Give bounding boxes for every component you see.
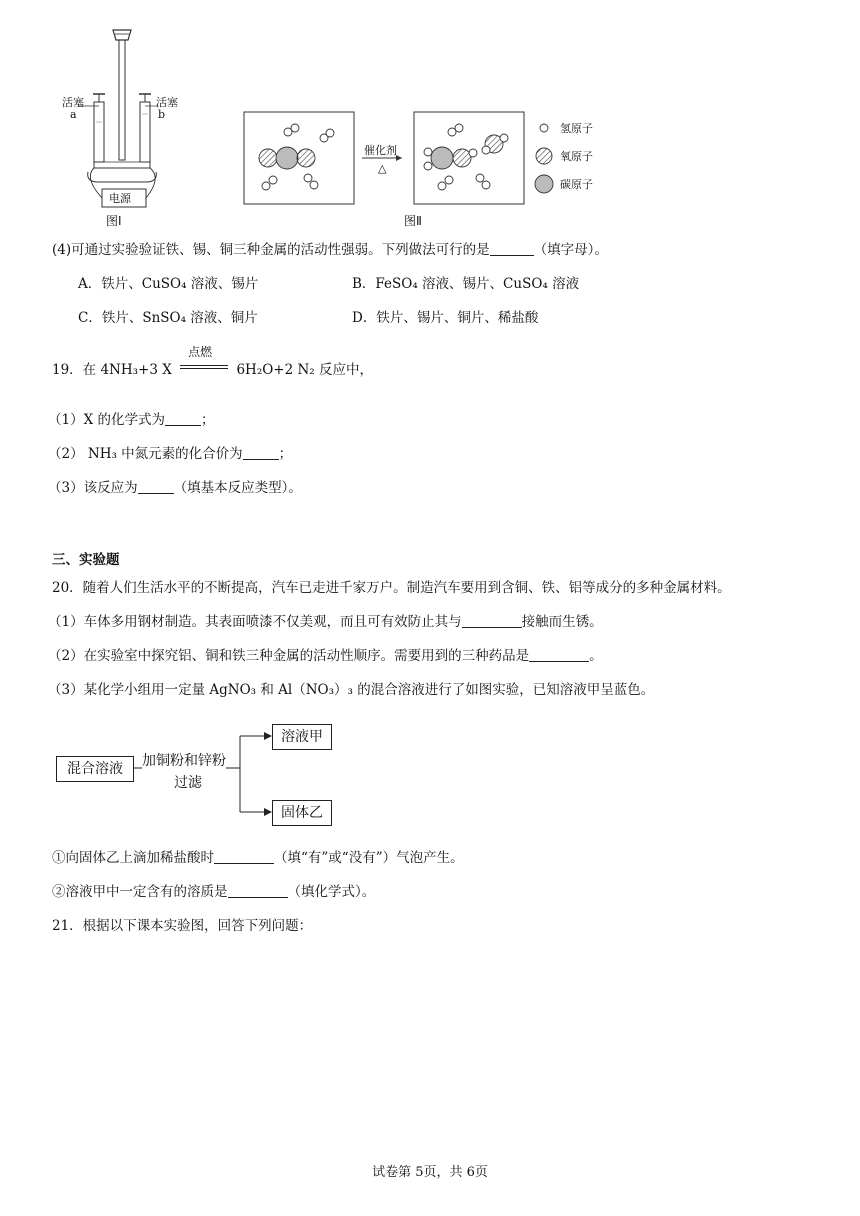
section-title: 三、实验题 [52, 552, 120, 568]
q20-circle1: ①向固体乙上滴加稀盐酸时 （填“有”或“没有”）气泡产生。 [52, 850, 464, 866]
catalyst-label: 催化剂 [364, 144, 397, 157]
valve-left-label: 活塞 [62, 96, 84, 109]
filter-label: 过滤 [174, 775, 202, 791]
legend-oxygen: 氧原子 [560, 150, 593, 163]
answer-blank[interactable] [490, 241, 534, 256]
q20-sub3: （3）某化学小组用一定量 AgNO₃ 和 Al（NO₃）₃ 的混合溶液进行了如图实验，已知溶液甲呈蓝色。 [48, 682, 655, 698]
option-d: D．铁片、锡片、铜片、稀盐酸 [352, 310, 539, 326]
figure1-caption: 图Ⅰ [106, 214, 122, 228]
heat-symbol: △ [378, 162, 387, 175]
power-label: 电源 [109, 192, 131, 205]
figure2-caption: 图Ⅱ [404, 214, 422, 228]
q19-equation: 19．在 4NH₃+3 X 点燃 6H₂O+2 N₂ 反应中， [52, 360, 373, 380]
legend-carbon: 碳原子 [560, 178, 593, 191]
add-powder-label: 加铜粉和锌粉 [142, 750, 226, 770]
answer-blank[interactable] [462, 613, 522, 628]
solid-b-box: 固体乙 [272, 800, 332, 826]
option-c: C．铁片、SnSO₄ 溶液、铜片 [78, 310, 258, 326]
q19-sub2: （2） NH₃ 中氮元素的化合价为 ； [48, 446, 293, 462]
tube-a-label: a [70, 108, 77, 121]
page-footer: 试卷第 5页，共 6页 [372, 1165, 488, 1180]
q20-stem: 20．随着人们生活水平的不断提高，汽车已走进千家万户。制造汽车要用到含铜、铁、铝等成分的多种金属材料。 [52, 580, 731, 596]
option-a: A．铁片、CuSO₄ 溶液、锡片 [78, 276, 259, 292]
answer-blank[interactable] [243, 445, 279, 460]
option-b: B．FeSO₄ 溶液、锡片、CuSO₄ 溶液 [352, 276, 580, 292]
answer-blank[interactable] [214, 849, 274, 864]
tube-b-label: b [158, 108, 166, 121]
q20-sub1: （1）车体多用钢材制造。其表面喷漆不仅美观，而且可有效防止其与 接触而生锈。 [48, 614, 603, 630]
figure-electrolysis [58, 22, 178, 232]
q20-circle2: ②溶液甲中一定含有的溶质是 （填化学式）。 [52, 884, 376, 900]
q18-4-stem: (4)可通过实验验证铁、锡、铜三种金属的活动性强弱。下列做法可行的是 （填字母）。 [52, 242, 608, 258]
q19-sub1: （1）X 的化学式为 ； [48, 412, 215, 428]
q20-sub2: （2）在实验室中探究铝、铜和铁三种金属的活动性顺序。需要用到的三种药品是 。 [48, 648, 603, 664]
q19-sub3: （3）该反应为 （填基本反应类型）。 [48, 480, 302, 496]
answer-blank[interactable] [138, 479, 174, 494]
q21-stem: 21．根据以下课本实验图，回答下列问题： [52, 918, 313, 934]
condition-label: 点燃 [188, 345, 213, 359]
legend-hydrogen: 氢原子 [560, 122, 593, 135]
mixed-solution-box: 混合溶液 [56, 756, 134, 782]
experiment-flow-diagram [54, 720, 344, 832]
figure-molecular-reaction [242, 108, 612, 232]
answer-blank[interactable] [228, 883, 288, 898]
answer-blank[interactable] [165, 411, 201, 426]
valve-right-label: 活塞 [156, 96, 178, 109]
answer-blank[interactable] [529, 647, 589, 662]
reaction-diagram-drawing [242, 108, 612, 208]
solution-a-box: 溶液甲 [272, 724, 332, 750]
reaction-condition-arrow [178, 345, 230, 380]
